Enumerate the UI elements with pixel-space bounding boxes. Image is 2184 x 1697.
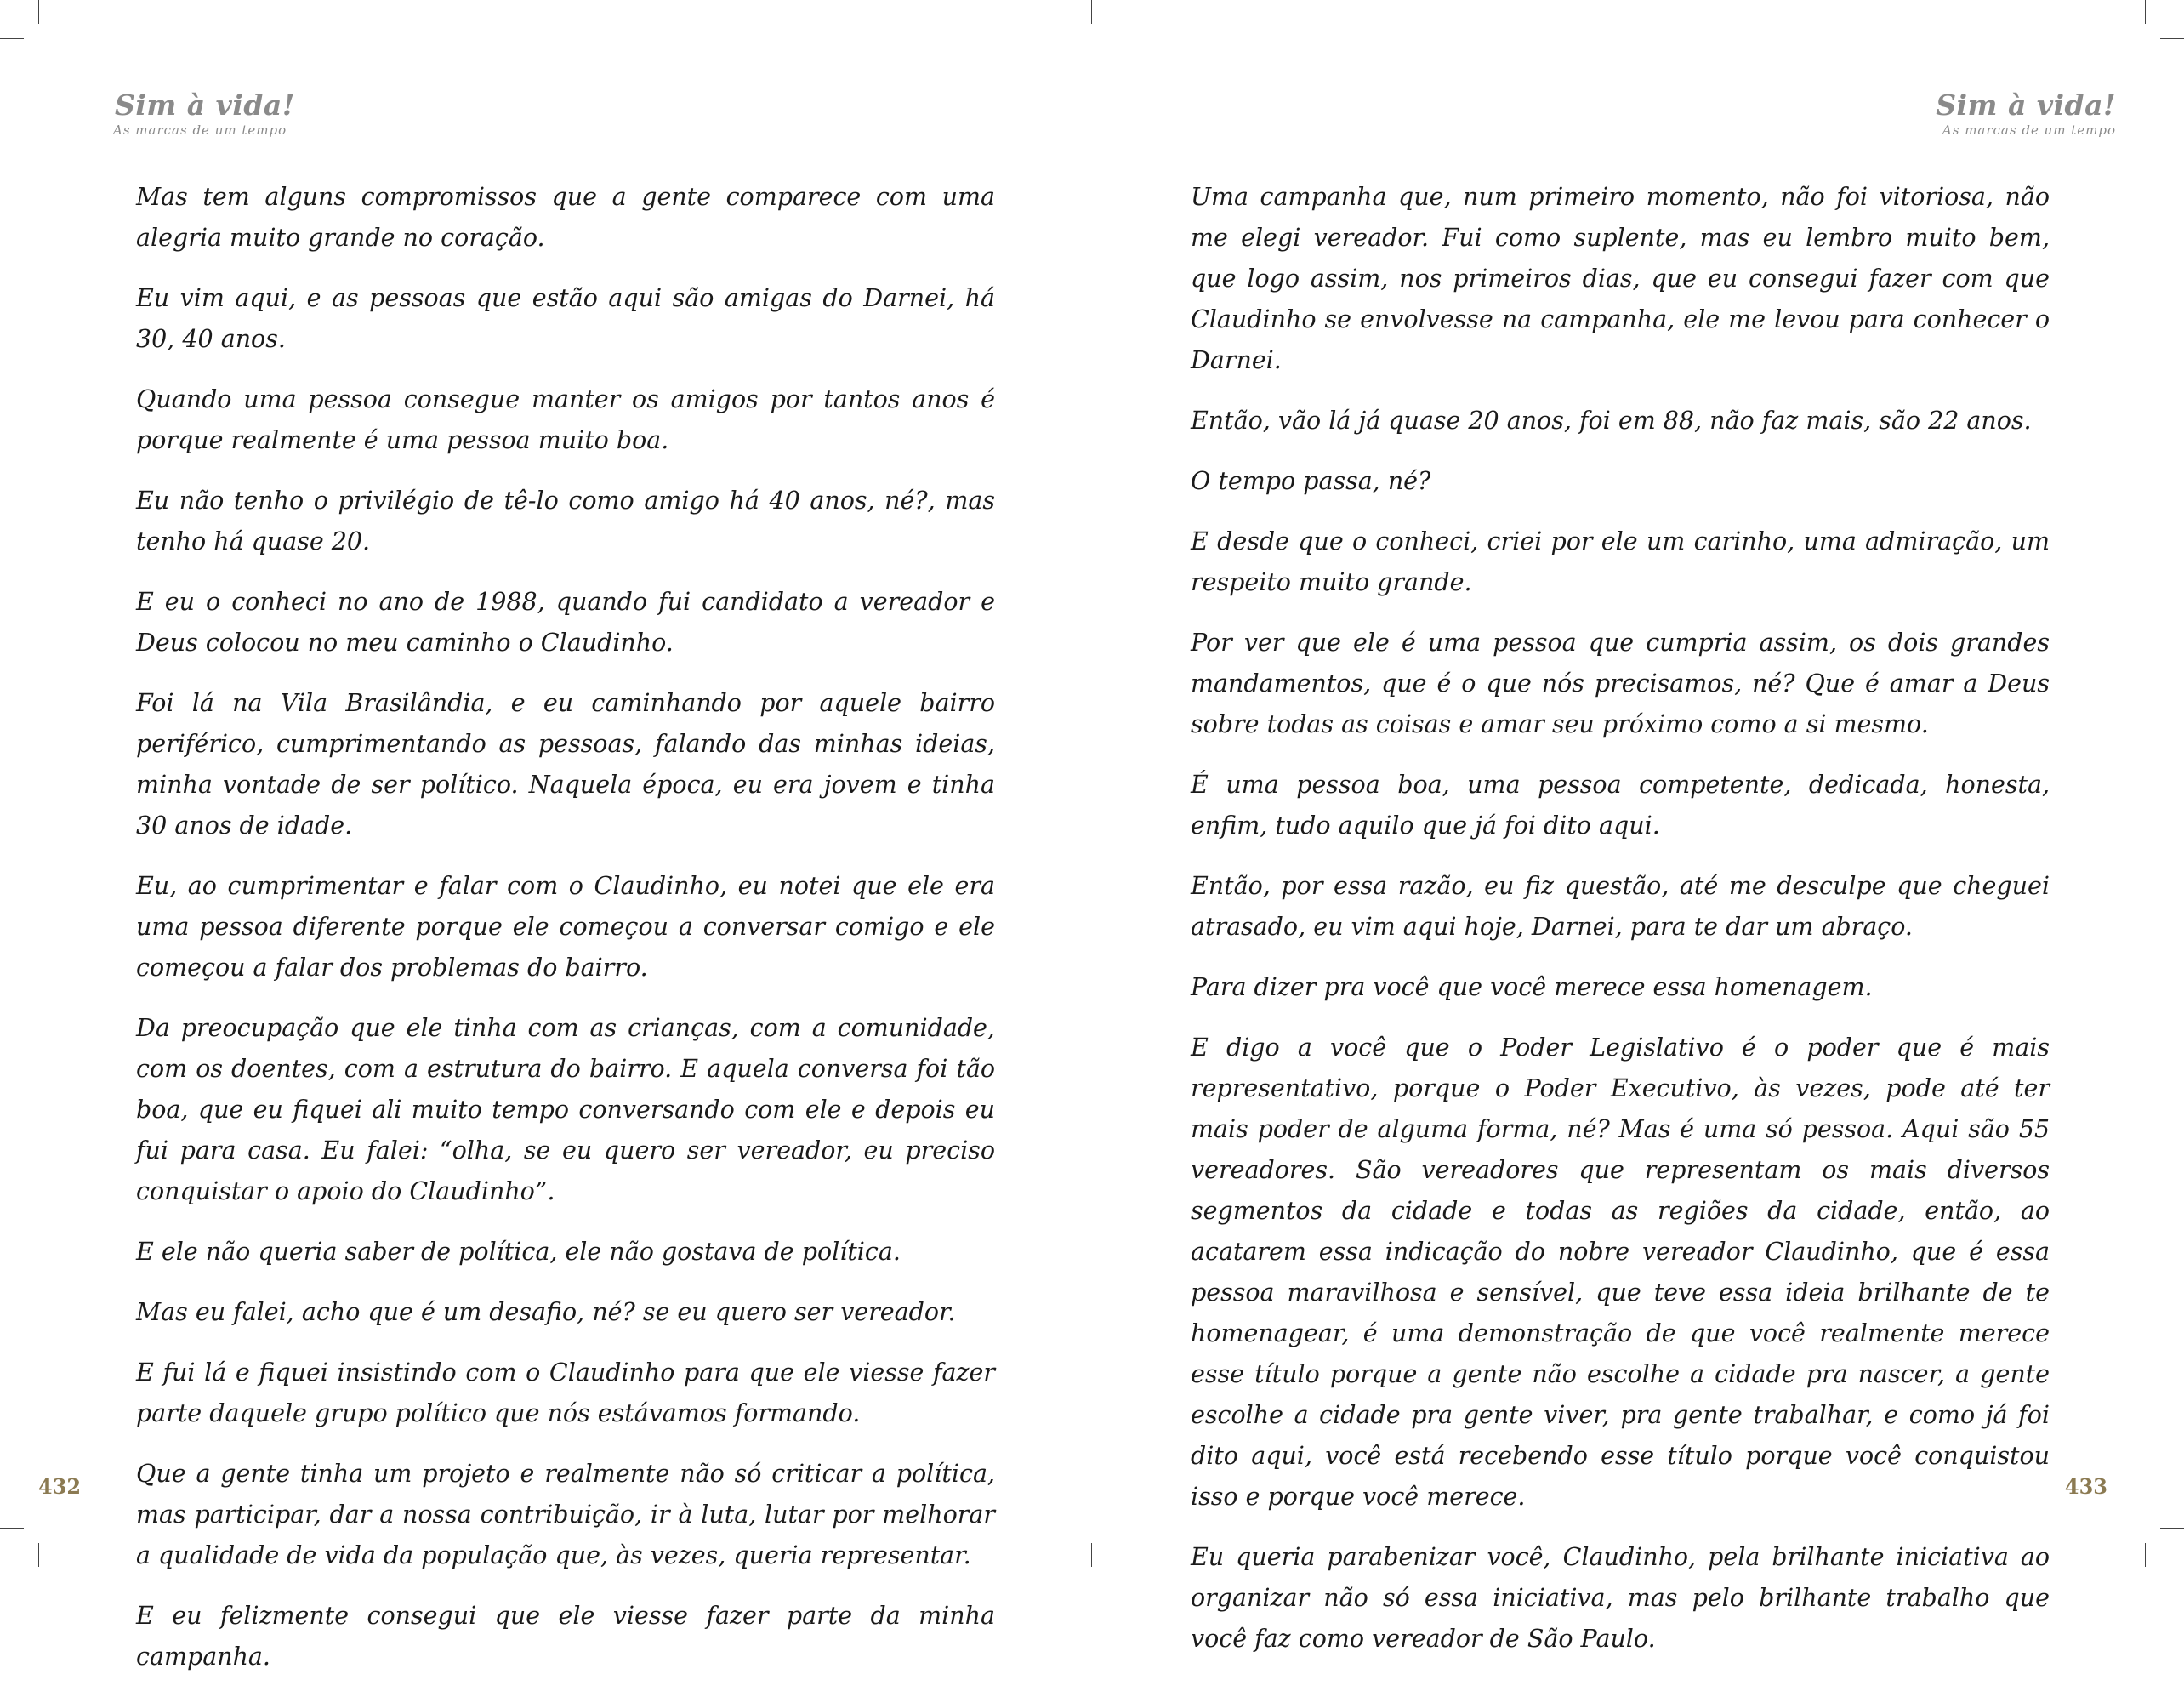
crop-mark: [1091, 1543, 1092, 1567]
paragraph: Por ver que ele é uma pessoa que cumpria assim, os dois grandes mandamentos, que é o que nós precisamos, né? Que é amar a Deus sobre todas as coisas e amar seu próximo como a si mesmo.: [1191, 629, 2050, 738]
running-header-left: [115, 90, 295, 138]
paragraph: E eu o conheci no ano de 1988, quando fui candidato a vereador e Deus colocou no meu caminho o Claudinho.: [136, 588, 995, 657]
paragraph: Foi lá na Vila Brasilândia, e eu caminhando por aquele bairro periférico, cumprimentando as pessoas, falando das minhas ideias, minha vontade de ser político. Naquela época, eu era jovem e tinha 30 anos de idade.: [136, 689, 995, 840]
paragraph: Mas tem alguns compromissos que a gente comparece com uma alegria muito grande no coração.: [136, 183, 995, 252]
crop-mark: [2145, 1543, 2146, 1567]
paragraph: Então, por essa razão, eu fiz questão, até me desculpe que cheguei atrasado, eu vim aqui hoje, Darnei, para te dar um abraço.: [1191, 872, 2050, 941]
paragraph: É uma pessoa boa, uma pessoa competente, dedicada, honesta, enfim, tudo aquilo que já foi dito aqui.: [1191, 771, 2050, 840]
paragraph: E fui lá e fiquei insistindo com o Claudinho para que ele viesse fazer parte daquele grupo político que nós estávamos formando.: [136, 1358, 995, 1427]
crop-mark: [0, 38, 24, 39]
crop-mark: [0, 1528, 24, 1529]
paragraph: Eu queria parabenizar você, Claudinho, pela brilhante iniciativa ao organizar não só essa iniciativa, mas pelo brilhante trabalho que você faz como vereador de São Paulo.: [1191, 1543, 2050, 1653]
book-title: Sim à vida!: [1936, 88, 2116, 122]
crop-mark: [38, 1543, 39, 1567]
page-number-right: 433: [2064, 1474, 2107, 1499]
paragraph: Que a gente tinha um projeto e realmente não só criticar a política, mas participar, dar a nossa contribuição, ir à luta, lutar por melhorar a qualidade de vida da população que, às vezes, queria representar.: [136, 1460, 995, 1569]
paragraph: Mas eu falei, acho que é um desafio, né? se eu quero ser vereador.: [136, 1298, 956, 1326]
crop-mark: [1091, 0, 1092, 24]
paragraph: Eu não tenho o privilégio de tê-lo como amigo há 40 anos, né?, mas tenho há quase 20.: [136, 487, 995, 555]
book-title: Sim à vida!: [115, 88, 295, 122]
crop-mark: [38, 0, 39, 24]
paragraph: Eu vim aqui, e as pessoas que estão aqui são amigas do Darnei, há 30, 40 anos.: [136, 284, 995, 353]
paragraph: Da preocupação que ele tinha com as crianças, com a comunidade, com os doentes, com a estrutura do bairro. E aquela conversa foi tão boa, que eu fiquei ali muito tempo conversando com ele e depois eu fui para casa. Eu falei: “olha, se eu quero ser vereador, eu preciso conquistar o apoio do Claudinho”.: [136, 1014, 995, 1205]
book-subtitle: As marcas de um tempo: [1942, 122, 2116, 139]
paragraph: Então, vão lá já quase 20 anos, foi em 88, não faz mais, são 22 anos.: [1191, 407, 2032, 435]
paragraph: E ele não queria saber de política, ele não gostava de política.: [136, 1238, 901, 1266]
paragraph: Quando uma pessoa consegue manter os amigos por tantos anos é porque realmente é uma pessoa muito boa.: [136, 385, 995, 454]
paragraph: E digo a você que o Poder Legislativo é o poder que é mais representativo, porque o Poder Executivo, às vezes, pode até ter mais poder de alguma forma, né? Mas é uma só pessoa. Aqui são 55 vereadores. São vereadores que representam os mais diversos segmentos da cidade e todas as regiões da cidade, então, ao acatarem essa indicação do nobre vereador Claudinho, que é essa pessoa maravilhosa e sensível, que teve essa ideia brilhante de te homenagear, é uma demonstração de que você realmente merece esse título porque a gente não escolhe a cidade pra nascer, a gente escolhe a cidade pra gente viver, pra gente trabalhar, e como já foi dito aqui, você está recebendo esse título porque você conquistou isso e porque você merece.: [1191, 1034, 2050, 1511]
paragraph: Uma campanha que, num primeiro momento, não foi vitoriosa, não me elegi vereador. Fui como suplente, mas eu lembro muito bem, que logo assim, nos primeiros dias, que eu consegui fazer com que Claudinho se envolvesse na campanha, ele me levou para conhecer o Darnei.: [1191, 183, 2050, 374]
paragraph: Para dizer pra você que você merece essa homenagem.: [1191, 973, 1873, 1001]
paragraph: Eu, ao cumprimentar e falar com o Claudinho, eu notei que ele era uma pessoa diferente porque ele começou a conversar comigo e ele começou a falar dos problemas do bairro.: [136, 872, 995, 982]
page-number-left: 432: [38, 1474, 82, 1499]
right-page-body: [1191, 177, 2050, 1679]
paragraph: E eu felizmente consegui que ele viesse fazer parte da minha campanha.: [136, 1602, 995, 1671]
left-page-body: [136, 177, 995, 1697]
paragraph: E desde que o conheci, criei por ele um carinho, uma admiração, um respeito muito grande.: [1191, 527, 2050, 596]
paragraph: O tempo passa, né?: [1191, 467, 1431, 495]
running-header-right: [1936, 90, 2116, 138]
book-subtitle: As marcas de um tempo: [113, 122, 287, 139]
crop-mark: [2160, 38, 2184, 39]
crop-mark: [2145, 0, 2146, 24]
crop-mark: [2160, 1528, 2184, 1529]
